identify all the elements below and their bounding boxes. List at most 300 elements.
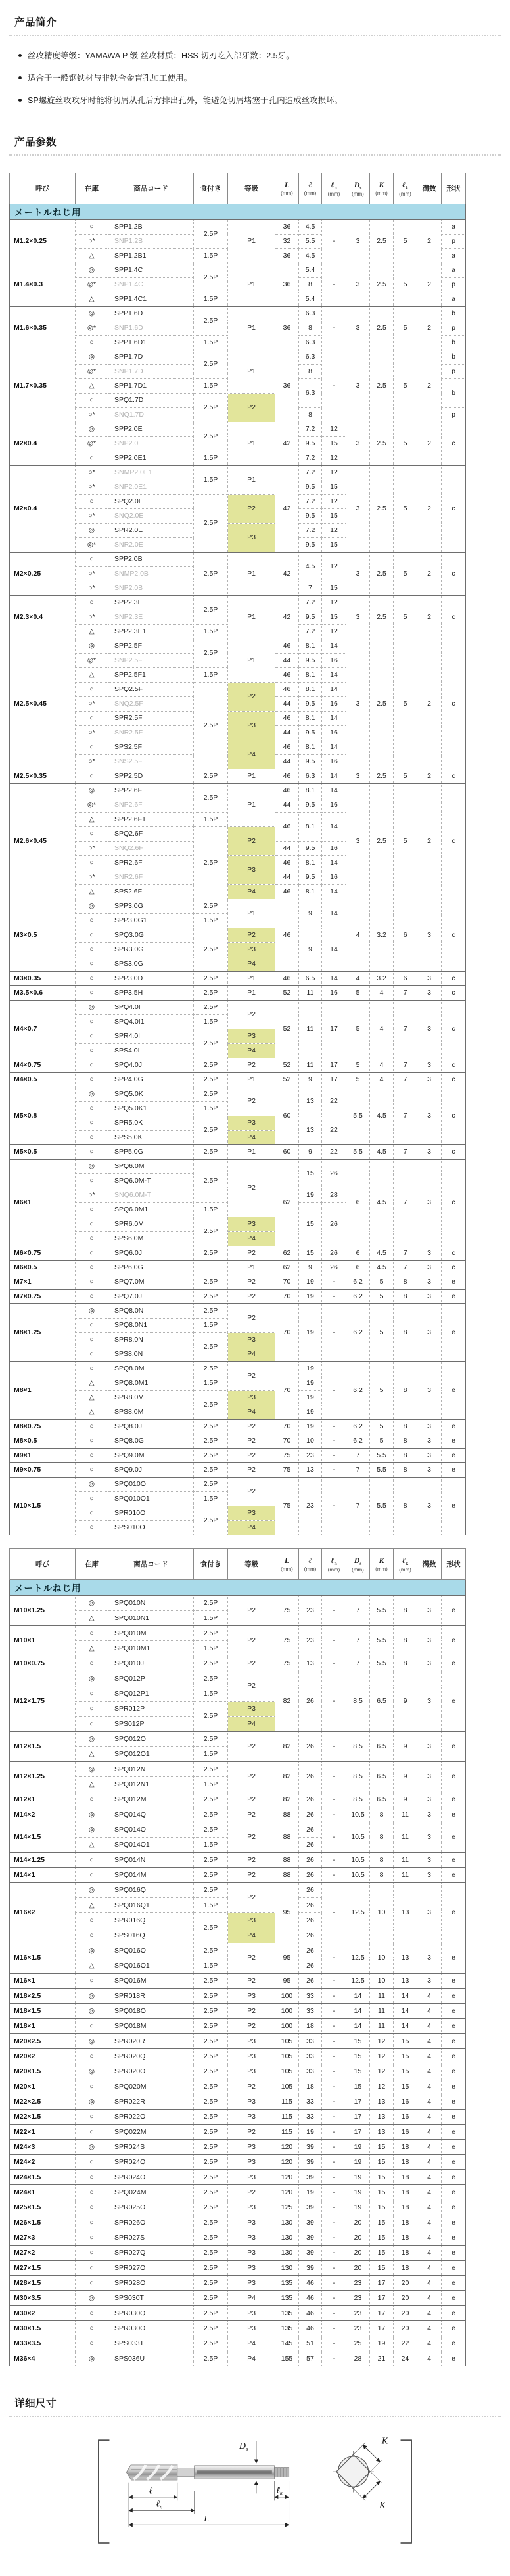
data-cell: 2.5P xyxy=(194,1867,228,1882)
data-cell: ◎ xyxy=(76,350,108,364)
data-cell: e xyxy=(442,1822,466,1852)
data-cell: 5.5 xyxy=(370,1477,394,1535)
data-cell: e xyxy=(442,2109,466,2124)
size-name-cell: M33×3.5 xyxy=(10,2336,76,2351)
data-cell: - xyxy=(322,1462,346,1477)
data-cell: 15 xyxy=(370,2200,394,2215)
data-cell: 8 xyxy=(394,1419,417,1434)
data-cell: 2.5P xyxy=(194,1144,228,1159)
data-cell: P3 xyxy=(228,942,275,957)
dim-label-Ds: $D_s$ xyxy=(239,2440,248,2452)
data-cell: 17 xyxy=(346,2109,370,2124)
column-header: 在庫 xyxy=(76,173,108,204)
data-cell: 17 xyxy=(370,2290,394,2305)
data-cell: 155 xyxy=(275,2351,299,2366)
length-dimensions xyxy=(129,2481,289,2527)
data-cell: 14 xyxy=(322,783,346,798)
data-cell: - xyxy=(322,1761,346,1792)
data-cell: 2.5P xyxy=(194,595,228,624)
data-cell: 2.5 xyxy=(370,306,394,350)
data-cell: 6.2 xyxy=(346,1419,370,1434)
data-cell: 36 xyxy=(275,350,299,422)
data-cell: 4 xyxy=(417,2230,442,2245)
table-row xyxy=(10,219,466,234)
product-group xyxy=(10,2018,466,2033)
data-cell: 3.2 xyxy=(370,899,394,971)
data-cell: ○ xyxy=(76,1792,108,1807)
data-cell: P3 xyxy=(228,2048,275,2064)
data-cell: - xyxy=(322,1671,346,1731)
data-cell: 4 xyxy=(417,2336,442,2351)
data-cell: 3 xyxy=(346,306,370,350)
data-cell: 100 xyxy=(275,1988,299,2003)
data-cell: - xyxy=(322,2124,346,2139)
data-cell: ◎ xyxy=(76,2139,108,2154)
data-cell: - xyxy=(322,263,346,306)
data-cell: 5 xyxy=(394,769,417,783)
product-code-cell: SPQ024M xyxy=(108,2184,194,2200)
data-cell: 9 xyxy=(299,899,322,928)
data-cell: 36 xyxy=(275,263,299,306)
data-cell: 6 xyxy=(346,1159,370,1246)
data-cell: 14 xyxy=(322,667,346,682)
data-cell: 4 xyxy=(417,2245,442,2260)
data-cell: P1 xyxy=(228,971,275,985)
product-code-cell: SPP4.0G xyxy=(108,1072,194,1087)
data-cell: △ xyxy=(76,1405,108,1419)
data-cell: e xyxy=(442,1448,466,1462)
data-cell: ○ xyxy=(76,595,108,610)
data-cell: P2 xyxy=(228,1087,275,1116)
data-cell: e xyxy=(442,1988,466,2003)
data-cell: 115 xyxy=(275,2109,299,2124)
data-cell: e xyxy=(442,2033,466,2048)
data-cell: 4.5 xyxy=(299,219,322,234)
data-cell: 2.5P xyxy=(194,1477,228,1491)
data-cell: 16 xyxy=(322,653,346,667)
data-cell: P2 xyxy=(228,1246,275,1260)
data-cell: c xyxy=(442,552,466,595)
data-cell: P1 xyxy=(228,1072,275,1087)
data-cell: c xyxy=(442,1260,466,1275)
data-cell: P1 xyxy=(228,350,275,393)
data-cell: P2 xyxy=(228,494,275,523)
data-cell: ○* xyxy=(76,870,108,884)
product-group xyxy=(10,1595,466,1625)
data-cell: 7 xyxy=(394,1000,417,1058)
data-cell: ○ xyxy=(76,985,108,1000)
product-code-cell: SPP1.2B xyxy=(108,219,194,234)
data-cell: 3 xyxy=(417,1000,442,1058)
bullet-item xyxy=(18,73,501,84)
product-group xyxy=(10,2275,466,2290)
data-cell: 75 xyxy=(275,1595,299,1625)
data-cell: 5.5 xyxy=(370,1595,394,1625)
size-name-cell: M22×1 xyxy=(10,2124,76,2139)
data-cell: 1.5P xyxy=(194,913,228,928)
data-cell: 2.5P xyxy=(194,783,228,812)
data-cell: 95 xyxy=(275,1943,299,1973)
table-row xyxy=(10,2200,466,2215)
column-header: $D_s$ (mm) xyxy=(346,173,370,204)
product-code-cell: SNR2.5F xyxy=(108,725,194,740)
product-code-cell: SNP2.6F xyxy=(108,798,194,812)
data-cell: 3 xyxy=(417,1807,442,1822)
product-code-cell: SPR8.0M xyxy=(108,1390,194,1405)
data-cell: ◎* xyxy=(76,364,108,378)
data-cell: 6.5 xyxy=(370,1761,394,1792)
data-cell: 2.5P xyxy=(194,2275,228,2290)
size-name-cell: M10×0.75 xyxy=(10,1656,76,1671)
data-cell: 2.5P xyxy=(194,769,228,783)
data-cell: e xyxy=(442,1656,466,1671)
data-cell: ◎ xyxy=(76,1671,108,1686)
data-cell: 7 xyxy=(394,1087,417,1144)
table-row xyxy=(10,2215,466,2230)
data-cell: 3 xyxy=(417,1761,442,1792)
data-cell: P2 xyxy=(228,1159,275,1217)
data-cell: 17 xyxy=(370,2320,394,2336)
product-code-cell: SPQ016O xyxy=(108,1943,194,1958)
data-cell: △ xyxy=(76,248,108,263)
product-code-cell: SNP1.6D xyxy=(108,321,194,335)
data-cell: P3 xyxy=(228,2200,275,2215)
data-cell: e xyxy=(442,2320,466,2336)
data-cell: 14 xyxy=(346,2018,370,2033)
data-cell: 14 xyxy=(394,2018,417,2033)
data-cell: 5.4 xyxy=(299,263,322,277)
data-cell: 2.5P xyxy=(194,1217,228,1246)
data-cell: 115 xyxy=(275,2094,299,2109)
data-cell: 52 xyxy=(275,1058,299,1072)
product-code-cell: SPR025O xyxy=(108,2200,194,2215)
data-cell: P3 xyxy=(228,711,275,740)
data-cell: 9 xyxy=(394,1761,417,1792)
size-name-cell: M14×1 xyxy=(10,1867,76,1882)
size-name-cell: M9×1 xyxy=(10,1448,76,1462)
data-cell: 3 xyxy=(417,1595,442,1625)
product-group xyxy=(10,1822,466,1852)
data-cell: 2.5P xyxy=(194,1973,228,1988)
data-cell: 42 xyxy=(275,595,299,639)
product-group xyxy=(10,971,466,985)
data-cell: 39 xyxy=(299,2260,322,2275)
data-cell: P2 xyxy=(228,1361,275,1390)
product-group xyxy=(10,1867,466,1882)
data-cell: 16 xyxy=(322,696,346,711)
column-header: 食付き xyxy=(194,1548,228,1579)
data-cell: 1.5P xyxy=(194,1491,228,1506)
data-cell: 1.5P xyxy=(194,451,228,465)
column-header: ℓ$_k$ (mm) xyxy=(394,173,417,204)
data-cell: 3 xyxy=(417,1822,442,1852)
data-cell: 14 xyxy=(322,682,346,696)
data-cell: ○ xyxy=(76,2109,108,2124)
column-header: 商品コード xyxy=(108,1548,194,1579)
data-cell: 1.5P xyxy=(194,1101,228,1116)
size-name-cell: M8×0.5 xyxy=(10,1434,76,1448)
product-code-cell: SPQ8.0J xyxy=(108,1419,194,1434)
data-cell: 12.5 xyxy=(346,1973,370,1988)
product-code-cell: SPQ014N xyxy=(108,1852,194,1867)
data-cell: - xyxy=(322,2079,346,2094)
data-cell: 4 xyxy=(417,2184,442,2200)
data-cell: 26 xyxy=(299,1761,322,1792)
dim-label-l: ℓ xyxy=(149,2485,153,2495)
data-cell: 39 xyxy=(299,2154,322,2169)
size-name-cell: M14×1.25 xyxy=(10,1852,76,1867)
data-cell: 2.5P xyxy=(194,2094,228,2109)
data-cell: a xyxy=(442,292,466,306)
data-cell: 60 xyxy=(275,1144,299,1159)
table-row xyxy=(10,1792,466,1807)
product-group xyxy=(10,1000,466,1058)
dims-title: 详细尺寸 xyxy=(14,2397,57,2409)
table-row xyxy=(10,1087,466,1101)
data-cell: c xyxy=(442,1159,466,1246)
data-cell: - xyxy=(322,1289,346,1303)
data-cell: P4 xyxy=(228,1716,275,1731)
data-cell: 1.5P xyxy=(194,1686,228,1701)
data-cell: 2.5P xyxy=(194,2048,228,2064)
data-cell: 2.5P xyxy=(194,1656,228,1671)
product-code-cell: SPP3.0G xyxy=(108,899,194,913)
product-group xyxy=(10,2200,466,2215)
size-name-cell: M12×1.75 xyxy=(10,1671,76,1731)
data-cell: ○ xyxy=(76,451,108,465)
product-code-cell: SPQ014O xyxy=(108,1822,194,1837)
data-cell: 8 xyxy=(394,1595,417,1625)
data-cell: 20 xyxy=(394,2305,417,2320)
product-code-cell: SPR5.0K xyxy=(108,1116,194,1130)
data-cell: c xyxy=(442,899,466,971)
data-cell: 2.5P xyxy=(194,1303,228,1318)
data-cell: 5 xyxy=(394,306,417,350)
data-cell: - xyxy=(322,219,346,263)
data-cell: 7 xyxy=(346,1448,370,1462)
data-cell: 5 xyxy=(346,1058,370,1072)
data-cell: 5.4 xyxy=(299,292,322,306)
size-name-cell: M3.5×0.6 xyxy=(10,985,76,1000)
data-cell: - xyxy=(322,1822,346,1852)
data-cell: 4.5 xyxy=(370,1159,394,1246)
data-cell: ◎ xyxy=(76,1303,108,1318)
product-code-cell: SPP6.0G xyxy=(108,1260,194,1275)
data-cell: 8 xyxy=(370,1822,394,1852)
size-name-cell: M14×1.5 xyxy=(10,1822,76,1852)
data-cell: - xyxy=(322,1419,346,1434)
size-name-cell: M6×1 xyxy=(10,1159,76,1246)
data-cell: P3 xyxy=(228,1506,275,1520)
data-cell: b xyxy=(442,335,466,350)
data-cell: 44 xyxy=(275,870,299,884)
data-cell: P3 xyxy=(228,2230,275,2245)
data-cell: 75 xyxy=(275,1448,299,1462)
data-cell: - xyxy=(322,1275,346,1289)
data-cell: 19 xyxy=(346,2154,370,2169)
data-cell: 2.5P xyxy=(194,971,228,985)
data-cell: 2.5P xyxy=(194,2290,228,2305)
product-code-cell: SNP2.0E xyxy=(108,436,194,451)
data-cell: 32 xyxy=(275,234,299,248)
data-cell: 120 xyxy=(275,2154,299,2169)
product-group xyxy=(10,899,466,971)
data-cell: 4 xyxy=(417,1988,442,2003)
data-cell: - xyxy=(322,1943,346,1973)
product-code-cell: SPP1.4C1 xyxy=(108,292,194,306)
data-cell: 3 xyxy=(346,465,370,552)
data-cell: 3 xyxy=(346,263,370,306)
data-cell: a xyxy=(442,219,466,234)
product-group xyxy=(10,263,466,306)
size-name-cell: M8×1 xyxy=(10,1361,76,1419)
data-cell: ○ xyxy=(76,1260,108,1275)
data-cell: 44 xyxy=(275,725,299,740)
data-cell: 88 xyxy=(275,1852,299,1867)
data-cell: ○ xyxy=(76,1686,108,1701)
data-cell: 4 xyxy=(417,2169,442,2184)
data-cell: 8 xyxy=(299,407,322,422)
data-cell: P2 xyxy=(228,826,275,855)
data-cell: e xyxy=(442,2305,466,2320)
product-group xyxy=(10,1072,466,1087)
data-cell: 2.5P xyxy=(194,1761,228,1776)
data-cell: ◎ xyxy=(76,1477,108,1491)
table-row xyxy=(10,350,466,364)
data-cell: c xyxy=(442,595,466,639)
data-cell: P3 xyxy=(228,2094,275,2109)
size-name-cell: M8×0.75 xyxy=(10,1419,76,1434)
data-cell: 46 xyxy=(275,783,299,798)
data-cell: 9 xyxy=(394,1731,417,1761)
data-cell: 26 xyxy=(299,1943,322,1958)
column-header: K (mm) xyxy=(370,1548,394,1579)
data-cell: 26 xyxy=(299,1822,322,1837)
data-cell: 44 xyxy=(275,754,299,769)
size-name-cell: M2×0.4 xyxy=(10,422,76,465)
product-code-cell: SPQ6.0M-T xyxy=(108,1173,194,1188)
product-code-cell: SPQ8.0N1 xyxy=(108,1318,194,1332)
size-name-cell: M28×1.5 xyxy=(10,2275,76,2290)
size-name-cell: M20×2 xyxy=(10,2048,76,2064)
data-cell: 2.5P xyxy=(194,2215,228,2230)
data-cell: 4 xyxy=(417,2305,442,2320)
section-intro xyxy=(9,14,501,106)
data-cell: 6 xyxy=(346,1246,370,1260)
product-code-cell: SPQ020M xyxy=(108,2079,194,2094)
data-cell: 42 xyxy=(275,422,299,465)
data-cell: ○ xyxy=(76,1043,108,1058)
data-cell: 23 xyxy=(346,2305,370,2320)
data-cell: 26 xyxy=(299,1852,322,1867)
data-cell: 2 xyxy=(417,595,442,639)
data-cell: ◎ xyxy=(76,1943,108,1958)
data-cell: 2.5P xyxy=(194,1506,228,1535)
data-cell: 4.5 xyxy=(370,1144,394,1159)
data-cell: ○ xyxy=(76,928,108,942)
product-group xyxy=(10,783,466,899)
data-cell: 4 xyxy=(417,2048,442,2064)
data-cell: P4 xyxy=(228,1043,275,1058)
product-group xyxy=(10,595,466,639)
data-cell: 18 xyxy=(394,2154,417,2169)
data-cell: 8.5 xyxy=(346,1671,370,1731)
data-cell: 4.5 xyxy=(370,1087,394,1144)
data-cell: 105 xyxy=(275,2079,299,2094)
table-row xyxy=(10,783,466,798)
data-cell: 22 xyxy=(322,1144,346,1159)
product-group xyxy=(10,2245,466,2260)
data-cell: 4 xyxy=(346,971,370,985)
data-cell: 5.5 xyxy=(370,1462,394,1477)
data-cell: P3 xyxy=(228,2154,275,2169)
data-cell: 2 xyxy=(417,769,442,783)
column-header: 溝数 xyxy=(417,173,442,204)
product-group xyxy=(10,1988,466,2003)
data-cell: ○ xyxy=(76,769,108,783)
data-cell: 13 xyxy=(370,2094,394,2109)
data-cell: ○ xyxy=(76,1072,108,1087)
data-cell: 2.5P xyxy=(194,1029,228,1058)
data-cell: 15 xyxy=(346,2064,370,2079)
table-row xyxy=(10,2336,466,2351)
data-cell: 9.5 xyxy=(299,610,322,624)
data-cell: 15 xyxy=(370,2139,394,2154)
data-cell: 15 xyxy=(394,2033,417,2048)
product-group xyxy=(10,552,466,595)
size-name-cell: M20×1.5 xyxy=(10,2064,76,2079)
data-cell: e xyxy=(442,2048,466,2064)
data-cell: 2.5P xyxy=(194,1159,228,1202)
data-cell: ○* xyxy=(76,234,108,248)
data-cell: 5.5 xyxy=(346,1087,370,1144)
product-code-cell: SPS033T xyxy=(108,2336,194,2351)
data-cell: 8.1 xyxy=(299,639,322,653)
product-code-cell: SPQ010N1 xyxy=(108,1610,194,1625)
data-cell: P2 xyxy=(228,1000,275,1029)
data-cell: 4 xyxy=(417,2154,442,2169)
data-cell: e xyxy=(442,2200,466,2215)
data-cell: 5 xyxy=(394,552,417,595)
data-cell: 8 xyxy=(370,1867,394,1882)
data-cell: 12 xyxy=(322,422,346,436)
data-cell: P4 xyxy=(228,740,275,769)
data-cell: P3 xyxy=(228,1217,275,1231)
data-cell: 9 xyxy=(299,1072,322,1087)
data-cell: 3 xyxy=(417,971,442,985)
data-cell: 2.5P xyxy=(194,2124,228,2139)
data-cell: P2 xyxy=(228,1419,275,1434)
data-cell: 20 xyxy=(346,2245,370,2260)
data-cell: 3.2 xyxy=(370,971,394,985)
size-name-cell: M5×0.8 xyxy=(10,1087,76,1144)
table-row xyxy=(10,2109,466,2124)
data-cell: 18 xyxy=(299,2018,322,2033)
section-dimensions xyxy=(9,2395,501,2551)
data-cell: ○* xyxy=(76,581,108,595)
table-row xyxy=(10,2275,466,2290)
data-cell: P2 xyxy=(228,1058,275,1072)
data-cell: 15 xyxy=(394,2064,417,2079)
size-name-cell: M6×0.5 xyxy=(10,1260,76,1275)
size-name-cell: M27×2 xyxy=(10,2245,76,2260)
table-row xyxy=(10,1289,466,1303)
size-name-cell: M12×1.25 xyxy=(10,1761,76,1792)
data-cell: 16 xyxy=(322,798,346,812)
product-code-cell: SPS8.0M xyxy=(108,1405,194,1419)
data-cell: 130 xyxy=(275,2245,299,2260)
data-cell: ○ xyxy=(76,1434,108,1448)
